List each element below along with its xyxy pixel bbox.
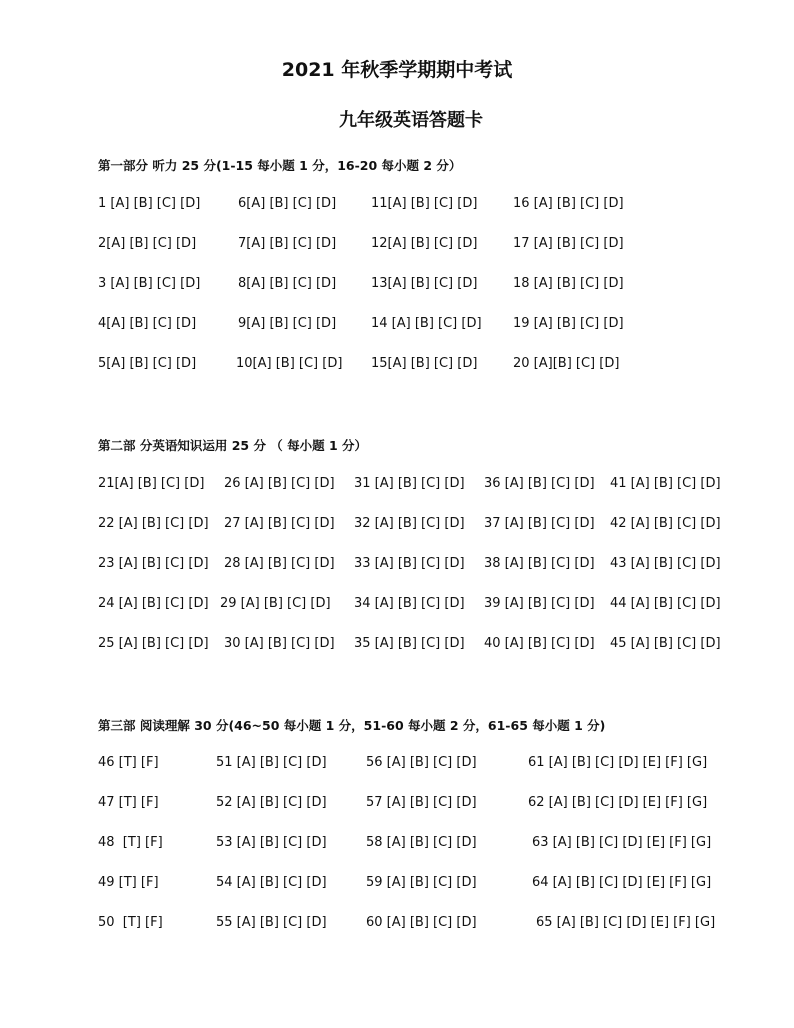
answer-item: 49 [T] [F] (98, 875, 159, 890)
answer-item: 39 [A] [B] [C] [D] (484, 596, 595, 611)
answer-item: 26 [A] [B] [C] [D] (224, 476, 335, 491)
answer-item: 32 [A] [B] [C] [D] (354, 516, 465, 531)
answer-item: 25 [A] [B] [C] [D] (98, 636, 209, 651)
answer-item: 4[A] [B] [C] [D] (98, 316, 197, 331)
answer-item: 13[A] [B] [C] [D] (371, 276, 478, 291)
answer-item: 34 [A] [B] [C] [D] (354, 596, 465, 611)
answer-item: 28 [A] [B] [C] [D] (224, 556, 335, 571)
part3-answer-row (0, 753, 794, 773)
answer-item: 50 [T] [F] (98, 915, 163, 930)
part2-answer-row (0, 594, 794, 614)
answer-item: 36 [A] [B] [C] [D] (484, 476, 595, 491)
part1-answer-row (0, 354, 794, 374)
answer-item: 14 [A] [B] [C] [D] (371, 316, 482, 331)
answer-item: 61 [A] [B] [C] [D] [E] [F] [G] (528, 755, 708, 770)
answer-item: 60 [A] [B] [C] [D] (366, 915, 477, 930)
part3-answer-row (0, 833, 794, 853)
answer-item: 2[A] [B] [C] [D] (98, 236, 197, 251)
answer-item: 27 [A] [B] [C] [D] (224, 516, 335, 531)
answer-item: 59 [A] [B] [C] [D] (366, 875, 477, 890)
answer-item: 29 [A] [B] [C] [D] (220, 596, 331, 611)
answer-item: 44 [A] [B] [C] [D] (610, 596, 721, 611)
answer-item: 41 [A] [B] [C] [D] (610, 476, 721, 491)
part2-answer-row (0, 474, 794, 494)
answer-item: 62 [A] [B] [C] [D] [E] [F] [G] (528, 795, 708, 810)
answer-item: 20 [A][B] [C] [D] (513, 356, 620, 371)
answer-item: 10[A] [B] [C] [D] (236, 356, 343, 371)
part3-answer-row (0, 793, 794, 813)
answer-item: 63 [A] [B] [C] [D] [E] [F] [G] (532, 835, 712, 850)
answer-item: 47 [T] [F] (98, 795, 159, 810)
answer-item: 1 [A] [B] [C] [D] (98, 196, 201, 211)
answer-item: 18 [A] [B] [C] [D] (513, 276, 624, 291)
answer-item: 23 [A] [B] [C] [D] (98, 556, 209, 571)
answer-item: 43 [A] [B] [C] [D] (610, 556, 721, 571)
part1-answer-row (0, 274, 794, 294)
part2-answer-row (0, 634, 794, 654)
part3-heading: 第三部 阅读理解 30 分(46~50 每小题 1 分，51-60 每小题 2 分，61-65 每小题 1 分) (98, 718, 606, 733)
answer-item: 8[A] [B] [C] [D] (238, 276, 337, 291)
part3-answer-row (0, 873, 794, 893)
part2-answer-row (0, 514, 794, 534)
answer-item: 22 [A] [B] [C] [D] (98, 516, 209, 531)
answer-item: 53 [A] [B] [C] [D] (216, 835, 327, 850)
answer-item: 57 [A] [B] [C] [D] (366, 795, 477, 810)
answer-item: 12[A] [B] [C] [D] (371, 236, 478, 251)
answer-item: 35 [A] [B] [C] [D] (354, 636, 465, 651)
answer-item: 56 [A] [B] [C] [D] (366, 755, 477, 770)
answer-item: 16 [A] [B] [C] [D] (513, 196, 624, 211)
part1-answer-row (0, 314, 794, 334)
answer-item: 33 [A] [B] [C] [D] (354, 556, 465, 571)
part2-heading: 第二部 分英语知识运用 25 分 （ 每小题 1 分） (98, 438, 368, 453)
exam-title: 2021 年秋季学期期中考试 (281, 59, 513, 81)
part1-answer-row (0, 234, 794, 254)
answer-item: 5[A] [B] [C] [D] (98, 356, 197, 371)
answer-item: 15[A] [B] [C] [D] (371, 356, 478, 371)
answer-item: 51 [A] [B] [C] [D] (216, 755, 327, 770)
answer-item: 58 [A] [B] [C] [D] (366, 835, 477, 850)
answer-item: 65 [A] [B] [C] [D] [E] [F] [G] (536, 915, 716, 930)
answer-item: 24 [A] [B] [C] [D] (98, 596, 209, 611)
answer-item: 3 [A] [B] [C] [D] (98, 276, 201, 291)
answer-item: 19 [A] [B] [C] [D] (513, 316, 624, 331)
answer-item: 40 [A] [B] [C] [D] (484, 636, 595, 651)
answer-item: 42 [A] [B] [C] [D] (610, 516, 721, 531)
answer-item: 48 [T] [F] (98, 835, 163, 850)
answer-item: 17 [A] [B] [C] [D] (513, 236, 624, 251)
answer-item: 30 [A] [B] [C] [D] (224, 636, 335, 651)
part1-answer-row (0, 194, 794, 214)
answer-item: 6[A] [B] [C] [D] (238, 196, 337, 211)
answer-card-subtitle: 九年级英语答题卡 (339, 110, 483, 131)
part2-answer-row (0, 554, 794, 574)
answer-item: 31 [A] [B] [C] [D] (354, 476, 465, 491)
answer-item: 54 [A] [B] [C] [D] (216, 875, 327, 890)
answer-item: 55 [A] [B] [C] [D] (216, 915, 327, 930)
answer-item: 9[A] [B] [C] [D] (238, 316, 337, 331)
answer-item: 7[A] [B] [C] [D] (238, 236, 337, 251)
part1-heading: 第一部分 听力 25 分(1-15 每小题 1 分，16-20 每小题 2 分） (98, 158, 462, 173)
answer-item: 46 [T] [F] (98, 755, 159, 770)
answer-item: 37 [A] [B] [C] [D] (484, 516, 595, 531)
answer-item: 45 [A] [B] [C] [D] (610, 636, 721, 651)
answer-item: 21[A] [B] [C] [D] (98, 476, 205, 491)
answer-item: 11[A] [B] [C] [D] (371, 196, 478, 211)
part3-answer-row (0, 913, 794, 933)
answer-item: 52 [A] [B] [C] [D] (216, 795, 327, 810)
answer-item: 38 [A] [B] [C] [D] (484, 556, 595, 571)
answer-item: 64 [A] [B] [C] [D] [E] [F] [G] (532, 875, 712, 890)
